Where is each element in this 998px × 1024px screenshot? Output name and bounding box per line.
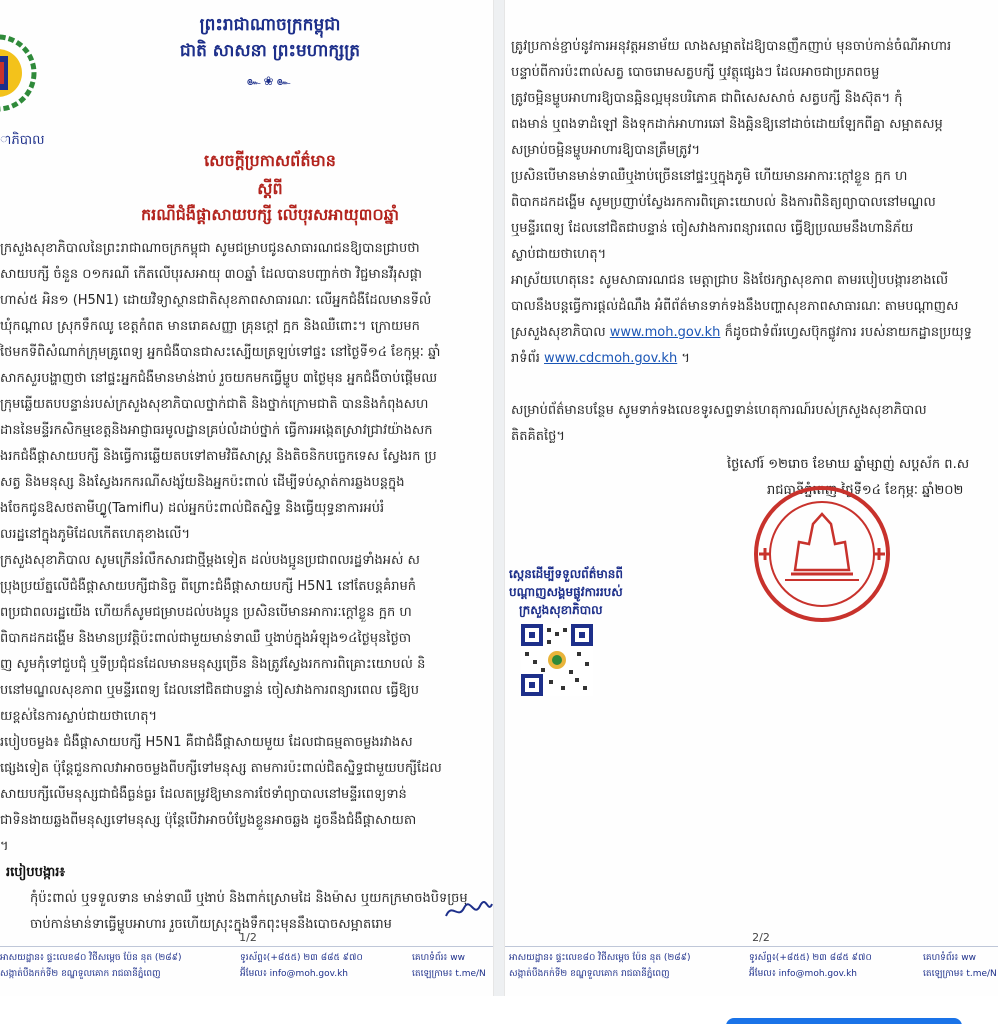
- paragraph-line: ងរកជំងឺផ្តាសាយបក្សី និងធ្វើការឆ្លើយតបទៅតាមវិធីសាស្ត្រ និងតិចនិកបច្ចេកទេស ស្វែងរក ប្រ: [0, 449, 437, 464]
- paragraph-line: ពងមាន់ ឬពងទាដំឡៅ និងទុកដាក់អាហារឆៅ និងឆ្អិនឱ្យនៅដាច់ដោយឡែកពីគ្នា សម្អាតសម្ភ: [511, 117, 943, 132]
- paragraph-line: ពិបាកដកដង្ហើម និងមានប្រវត្តិប៉ះពាល់ជាមួយមាន់ទាឈឺ ឬងាប់ក្នុងអំឡុង១៤ថ្ងៃមុនថ្ងៃចា: [0, 631, 412, 646]
- announcement-subject: ករណីជំងឺផ្តាសាយបក្សី លើបុរសអាយុ៣០ឆ្នាំ: [141, 205, 399, 224]
- qr-caption-line3: ក្រសួងសុខាភិបាល: [519, 603, 603, 617]
- footer-phone: ទូរស័ព្ទ៖(+៨៥៥) ២៣ ៨៨៥ ៩៧០: [240, 953, 363, 963]
- footer-website: គេហទំព័រ៖ ww: [412, 953, 465, 963]
- announcement-subtitle-about: ស្តីពី: [257, 179, 283, 198]
- footer-address: អាសយដ្ឋាន៖ ផ្ទះលេខ៨០ វិថីសម្តេច ប៉ែន នុត (២៨៩): [0, 953, 182, 963]
- paragraph-line: បន្ទាប់ពីការប៉ះពាល់សត្វ បោចរោមសត្វបក្សី ឬវត្ថុផ្សេងៗ ដែលអាចជាប្រភពចម្ល: [511, 65, 880, 80]
- prevention-line: កុំប៉ះពាល់ ឬទទួលទាន មាន់ទាឈឺ ឬងាប់ និងពាក់ស្រោមដៃ និងម៉ាស ឬយកក្រមាចងបិទច្រមុ: [30, 891, 468, 906]
- more-info-line: តិតគិតថ្លៃ។: [511, 429, 565, 444]
- footer-address: អាសយដ្ឋាន៖ ផ្ទះលេខ៨០ វិថីសម្តេច ប៉ែន នុត (២៨៩): [509, 953, 691, 963]
- paragraph-line: បាលនឹងបន្តធ្វើការផ្តល់ដំណឹង អំពីព័ត៌មានទាក់ទងនឹងបញ្ហាសុខភាពសាធារណៈ តាមបណ្តាញស: [511, 299, 959, 314]
- ornament: ๛❀๛: [246, 74, 294, 88]
- paragraph-line: ។: [0, 839, 9, 854]
- paragraph-line: បនៅមណ្ឌលសុខភាព ឬមន្ទីរពេទ្យ ដែលនៅជិតជាបន្ទាន់ ចៀសវាងការពន្យារពេល ធ្វើឱ្យប: [0, 683, 420, 698]
- footer-district: សង្កាត់បឹងកក់ទី២ ខណ្ឌទួលគោក រាជធានីភ្នំពេញ: [0, 969, 161, 979]
- page-gutter: [494, 0, 504, 996]
- paragraph-line: ញ សូមកុំទៅជួបជុំ ឬទីប្រជុំជនដែលមានមនុស្សច្រើន និងត្រូវស្វែងរកការពិគ្រោះយោបល់ និ: [0, 657, 426, 672]
- paragraph-line: សាកសួរបង្ហាញថា នៅផ្ទះអ្នកជំងឺមានមាន់ងាប់ រួចយកមកធ្វើម្ហូប ៣ថ្ងៃមុន អ្នកជំងឺចាប់ផ្តើមឈ: [0, 371, 438, 386]
- kingdom-motto-line1: ព្រះរាជាណាចក្រកម្ពុជា: [199, 15, 341, 35]
- paragraph-line: ផ្សេងទៀត ប៉ុន្តែជួនកាលវាអាចចម្លងពីបក្សីទៅមនុស្ស តាមការប៉ះពាល់ជិតស្និទ្ធជាមួយបក្សីដែល: [0, 761, 442, 776]
- paragraph-line: យខ្ពស់នៃការស្លាប់ជាយថាហេតុ។: [0, 709, 158, 724]
- moh-label: ស្រសួងសុខាភិបាល: [511, 325, 606, 340]
- date-solar: រាជធានីភ្នំពេញ ថ្ងៃទី១៤ ខែកុម្ភៈ ឆ្នាំ២០២: [767, 483, 964, 498]
- signature-mark: [444, 898, 494, 924]
- kingdom-motto-line2: ជាតិ សាសនា ព្រះមហាក្សត្រ: [179, 41, 361, 61]
- paragraph-line: ប្រសិនបើមានមាន់ទាឈឺឬងាប់ច្រើននៅផ្ទះឬក្នុងភូមិ ហើយមានអាការៈក្តៅខ្លួន ក្អក ហ: [511, 169, 908, 184]
- paragraph-line: សម្រាប់ចម្អិនម្ហូបអាហារឱ្យបានត្រឹមត្រូវ។: [511, 143, 701, 158]
- prevention-line: ចាប់កាន់មាន់ទាធ្វើម្ហូបអាហារ រួចហើយស្រុះក្នុងទឹកពុះមុននឹងបោចសម្អាតរោម: [30, 917, 392, 932]
- date-lunar: ថ្ងៃសៅរ៍ ១២រោច ខែមាឃ ឆ្នាំម្សាញ់ សប្តស័ក ព.ស: [727, 457, 970, 472]
- footer-divider: [0, 946, 494, 947]
- paragraph-line: សាយបក្សីលើមនុស្សជាជំងឺធ្ងន់ធ្ងរ ដែលតម្រូវឱ្យមានការថែទាំព្យាបាលនៅមន្ទីរពេទ្យទាន់: [0, 787, 407, 802]
- footer-phone: ទូរស័ព្ទ៖(+៨៥៥) ២៣ ៨៨៥ ៩៧០: [749, 953, 872, 963]
- paragraph-line: ត្រូវចម្អិនម្ហូបអាហារឱ្យបានឆ្អិនល្អមុនបរិភោគ ជាពិសេសសាច់ សត្វបក្សី និងស៊ុត។ កុំ: [511, 91, 903, 106]
- paragraph-line: លរដ្ឋនៅក្នុងភូមិដែលកើតហេតុខាងលើ។: [0, 527, 191, 542]
- footer-email: អ៊ីមែល៖ info@moh.gov.kh: [749, 969, 858, 979]
- paragraph-line: ដាននៃមន្ទីរកសិកម្មខេត្តនិងអាជ្ញាធរមូលដ្ឋានគ្រប់លំដាប់ថ្នាក់ ធ្វើការអង្កេតស្រាវជ្រាវយ៉ាងសក: [0, 423, 433, 438]
- page-number: 2/2: [752, 931, 770, 944]
- paragraph-line: របៀបចម្លង៖ ជំងឺផ្តាសាយបក្សី H5N1 គឺជាជំងឺផ្តាសាយមួយ ដែលជាធម្មតាចម្លងរវាងស: [0, 735, 413, 750]
- footer-district: សង្កាត់បឹងកក់ទី២ ខណ្ឌទួលគោក រាជធានីភ្នំពេញ: [509, 969, 670, 979]
- paragraph-line: ស្លាប់ជាយថាហេតុ។: [511, 247, 607, 262]
- floating-action-button[interactable]: [726, 1018, 962, 1024]
- prevention-heading: របៀបបង្ការ៖: [6, 865, 66, 880]
- paragraph-line: [511, 320, 998, 346]
- paragraph-line: ឃុំកណ្តាល ស្រុកទឹកឈូ ខេត្តកំពត មានរោគសញ្ញា គ្រុនក្តៅ ក្អក និងឈឺពោះ។ ក្រោយមក: [0, 319, 420, 334]
- spacer: [511, 372, 998, 398]
- qr-code[interactable]: [521, 624, 593, 696]
- qr-caption-line2: បណ្តាញសង្គមផ្លូវការរបស់: [509, 585, 623, 599]
- footer-website: គេហទំព័រ៖ ww: [923, 953, 976, 963]
- paragraph-line: ប្រុងប្រយ័ត្នលើជំងឺផ្តាសាយបក្សីជានិច្ច ពីព្រោះជំងឺផ្តាសាយបក្សី H5N1 នៅតែបន្តគំរាមកំ: [0, 579, 416, 594]
- cdc-prefix: រាទំព័រ: [511, 351, 540, 366]
- official-stamp: [747, 484, 897, 624]
- paragraph-line: ក្រសួងសុខាភិបាលនៃព្រះរាជាណាចក្រកម្ពុជា សូមជម្រាបជូនសាធារណជនឱ្យបានជ្រាបថា: [0, 241, 420, 256]
- paragraph-line: ងចែកជូនឱសថតាមីហ្វ្លូ(Tamiflu) ដល់អ្នកប៉ះពាល់ជិតស្និទ្ធ និងធ្វើយុទ្ធនាការអប់រំ: [0, 501, 385, 516]
- paragraph-line: ពប្រជាពលរដ្ឋយើង ហើយក៏សូមជម្រាបដល់បងប្អូន ប្រសិនបើមានអាការៈក្តៅខ្លួន ក្អក ហ: [0, 605, 412, 620]
- paragraph-line: ជាទិនងាយឆ្លងពីមនុស្សទៅមនុស្ស ប៉ុន្តែបើវាអាចបំប្លែងខ្លួនអាចឆ្លង ដូចនឹងជំងឺផ្តាសាយតា: [0, 813, 417, 828]
- footer-email: អ៊ីមែល៖ info@moh.gov.kh: [240, 969, 349, 979]
- qr-caption-line1: ស្កេនដើម្បីទទួលព័ត៌មានពី: [509, 567, 624, 581]
- moh-website-link[interactable]: www.moh.gov.kh: [609, 325, 721, 340]
- paragraph-line: អាស្រ័យហេតុនេះ សូមសាធារណជន មេត្តាជ្រាប និងថែរក្សាសុខភាព តាមរបៀបបង្ការខាងលើ: [511, 273, 949, 288]
- paragraph-line: ត្រូវប្រកាន់ខ្ជាប់នូវការអនុវត្តអនាម័យ លាងសម្អាតដៃឱ្យបានញឹកញាប់ មុនចាប់កាន់ចំណីអាហារ: [511, 39, 952, 54]
- cdc-website-link[interactable]: www.cdcmoh.gov.kh: [544, 351, 678, 366]
- ministry-label: ាភិបាល: [0, 133, 45, 148]
- paragraph-line: ក្រសួងសុខាភិបាល សូមក្រើនរំលឹកសារជាថ្មីម្តងទៀត ដល់បងប្អូនប្រជាពលរដ្ឋទាំងអស់ ស: [0, 553, 420, 568]
- paragraph-line: សាយបក្សី ចំនួន ០១ករណី កើតលើបុរសអាយុ ៣០ឆ្នាំ ដែលបានបញ្ជាក់ថា វិជ្ជមានវីរុសផ្តា: [0, 267, 422, 282]
- footer-telegram: តេឡេក្រាម៖ t.me/N: [923, 969, 997, 979]
- announcement-title: សេចក្តីប្រកាសព័ត៌មាន: [204, 151, 336, 170]
- body-paragraphs: [0, 236, 488, 938]
- ministry-logo: [0, 28, 38, 138]
- paragraph-line: ពិបាកដកដង្ហើម សូមប្រញាប់ស្វែងរកការពិគ្រោះយោបល់ និងការពិនិត្យព្យាបាលនៅមណ្ឌល: [511, 195, 936, 210]
- document-page-2: [504, 0, 998, 996]
- paragraph-line: ថៃមកទីពិសំណាក់ក្រុមគ្រូពេទ្យ អ្នកជំងឺបានជាសះស្បើយត្រឡប់ទៅផ្ទះ នៅថ្ងៃទី១៤ ខែកុម្ភៈ ឆ្នាំ: [0, 345, 441, 360]
- cdc-suffix: ។: [681, 351, 690, 366]
- footer-telegram: តេឡេក្រាម៖ t.me/N: [412, 969, 486, 979]
- paragraph-line: ហាស់៥ អិន១ (H5N1) ដោយវិទ្យាស្ថានជាតិសុខភាពសាធារណៈ លើអ្នកជំងឺដែលមានទីលំ: [0, 293, 432, 308]
- more-info-line: សម្រាប់ព័ត៌មានបន្ថែម សូមទាក់ទងលេខទូរសព្ទទាន់ហេតុការណ៍របស់ក្រសួងសុខាភិបាល: [511, 403, 927, 418]
- document-page-1: [0, 0, 494, 996]
- page-number: 1/2: [239, 931, 257, 944]
- footer-divider: [505, 946, 998, 947]
- body-paragraphs: [511, 34, 998, 450]
- moh-link-suffix: ក៏ដូចជាទំព័រហ្វេសប៊ុកផ្លូវការ របស់នាយកដ្ឋានប្រយុទ្ធ: [724, 325, 972, 340]
- paragraph-line: សត្វ និងមនុស្ស និងស្វែងរកករណីសង្ស័យនិងអ្នកប៉ះពាល់ ដើម្បីទប់ស្កាត់ការឆ្លងបន្តក្នុង: [0, 475, 405, 490]
- paragraph-line: ឬមន្ទីរពេទ្យ ដែលនៅជិតជាបន្ទាន់ ចៀសវាងការពន្យារពេល ធ្វើឱ្យប្រឈមនឹងហានិភ័យ: [511, 221, 914, 236]
- paragraph-line: [511, 346, 998, 372]
- paragraph-line: ក្រុមឆ្លើយតបបន្ទាន់របស់ក្រសួងសុខាភិបាលថ្នាក់ជាតិ និងថ្នាក់ក្រោមជាតិ បាននិងកំពុងសហ: [0, 397, 429, 412]
